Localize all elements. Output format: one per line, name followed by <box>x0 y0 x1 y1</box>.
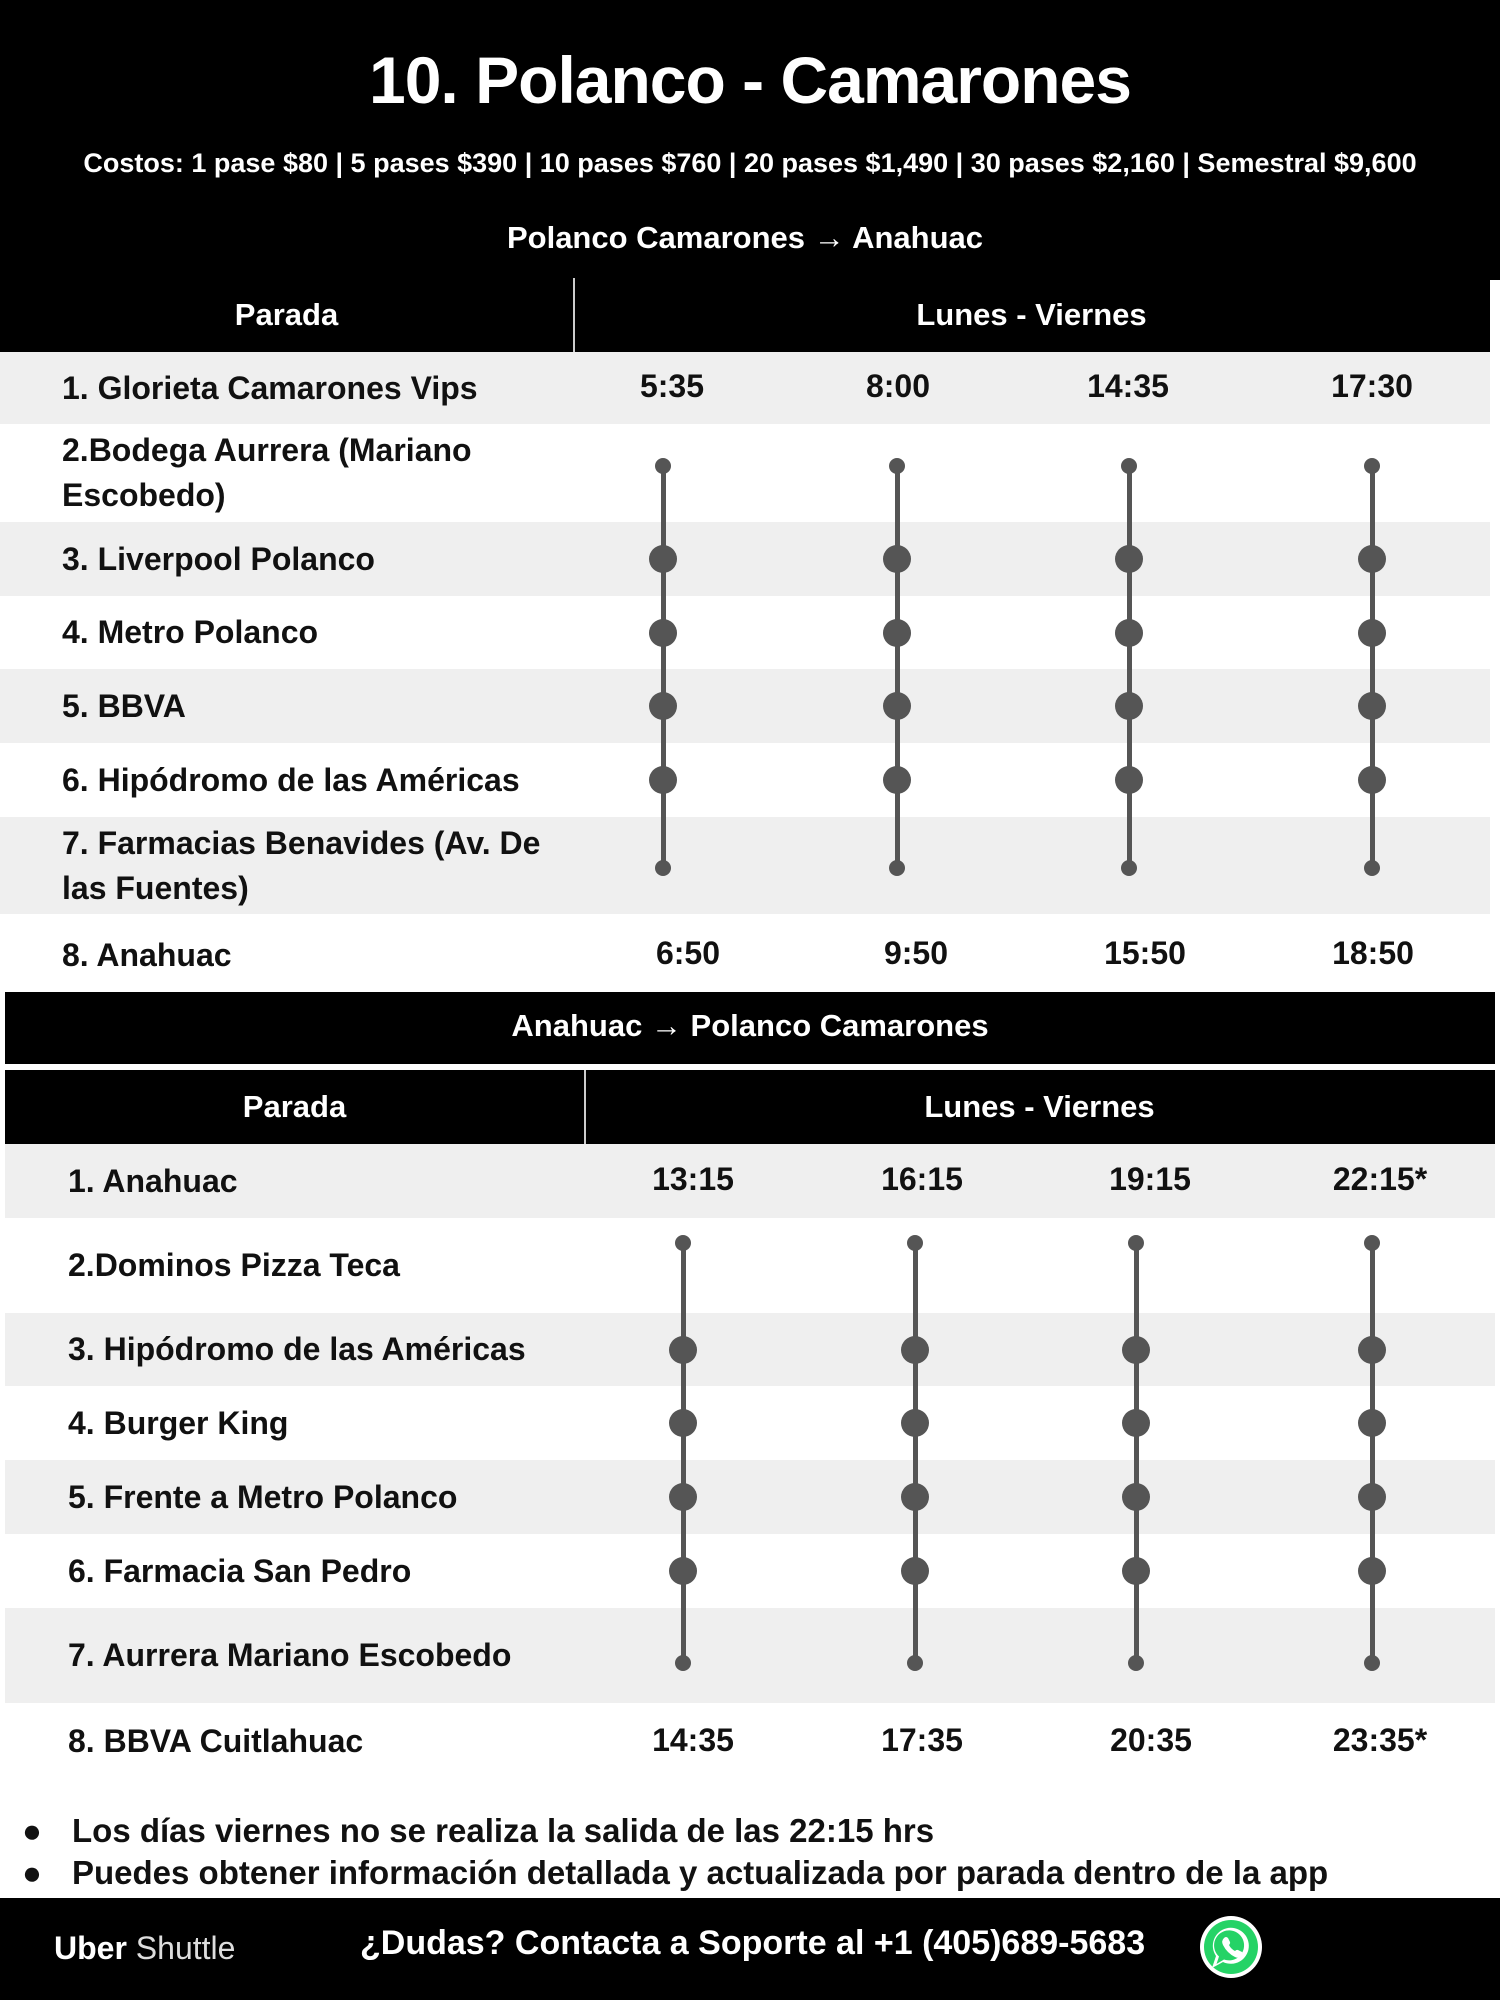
stop-name: 3. Liverpool Polanco <box>62 540 375 577</box>
arrival-time: 15:50 <box>1104 935 1186 971</box>
footer <box>0 1898 1500 2000</box>
timeline-dot <box>1115 692 1143 720</box>
timeline-dot <box>649 692 677 720</box>
timeline-dot <box>883 766 911 794</box>
stop-name: 4. Burger King <box>68 1404 289 1441</box>
column-header-days: Lunes - Viernes <box>924 1089 1155 1124</box>
arrival-time: 9:50 <box>883 935 949 971</box>
timeline-dot-small <box>1128 1655 1144 1671</box>
timeline-dot <box>1358 619 1386 647</box>
timeline-dot-small <box>675 1655 691 1671</box>
column-header-stop: Parada <box>242 1089 347 1124</box>
notes-list <box>22 1810 1328 1894</box>
timeline-dot <box>1358 1409 1386 1437</box>
note-item: ● Los días viernes no se realiza la salida de las 22:15 hrs <box>22 1812 935 1849</box>
timeline-dot <box>649 619 677 647</box>
departure-time: 14:35 <box>1087 368 1169 404</box>
column-header-days: Lunes - Viernes <box>916 297 1147 332</box>
timeline-dot-small <box>1121 458 1137 474</box>
route-title: Anahuac → Polanco Camarones <box>511 1008 989 1043</box>
timeline-dot <box>883 692 911 720</box>
stop-name: 7. Farmacias Benavides (Av. De las Fuentes) <box>62 824 541 906</box>
timeline-line <box>1134 1243 1139 1663</box>
timeline-dot-small <box>1364 860 1380 876</box>
stop-name: 8. Anahuac <box>62 936 232 973</box>
support-contact: ¿Dudas? Contacta a Soporte al +1 (405)689-5683 <box>360 1924 1146 1962</box>
timeline-line <box>1370 1243 1375 1663</box>
timeline-dot <box>669 1409 697 1437</box>
whatsapp-icon[interactable] <box>1198 1914 1264 1980</box>
timeline-line <box>1370 466 1375 868</box>
timeline-line <box>681 1243 686 1663</box>
arrival-time: 17:35 <box>881 1721 963 1758</box>
timeline-dot <box>1358 545 1386 573</box>
timeline-dot <box>1115 619 1143 647</box>
page-title: 10. Polanco - Camarones <box>369 43 1131 117</box>
timeline-dot <box>901 1336 929 1364</box>
timeline-line <box>913 1243 918 1663</box>
timeline-dot <box>1358 766 1386 794</box>
timeline-dot <box>1122 1557 1150 1585</box>
departure-time: 19:15 <box>1109 1161 1191 1197</box>
departure-time: 8:00 <box>865 368 931 404</box>
timeline-dot-small <box>889 458 905 474</box>
timeline-line <box>1127 466 1132 868</box>
timeline-dot <box>649 545 677 573</box>
arrival-time: 18:50 <box>1332 935 1414 971</box>
timeline-dot <box>649 766 677 794</box>
timeline-dot <box>883 545 911 573</box>
stop-name: 5. BBVA <box>62 687 186 724</box>
timeline-dot <box>669 1336 697 1364</box>
timeline-dot-small <box>1364 458 1380 474</box>
uber-shuttle-logo: Uber Shuttle <box>54 1930 236 1966</box>
timeline-dot-small <box>1364 1655 1380 1671</box>
timeline-dot <box>1358 1557 1386 1585</box>
timeline-dot <box>1115 766 1143 794</box>
note-item: ● Puedes obtener información detallada y actualizada por parada dentro de la app <box>22 1854 1329 1891</box>
timeline-dot-small <box>1364 1235 1380 1251</box>
stop-name: 7. Aurrera Mariano Escobedo <box>68 1637 512 1673</box>
timeline-dot <box>1122 1336 1150 1364</box>
stop-name: 8. BBVA Cuitlahuac <box>68 1723 364 1759</box>
stop-name: 1. Glorieta Camarones Vips <box>62 369 478 406</box>
timeline-dot-small <box>675 1235 691 1251</box>
timeline-dot <box>669 1557 697 1585</box>
timeline-dot-small <box>655 860 671 876</box>
stop-name: 2.Dominos Pizza Teca <box>68 1247 400 1283</box>
timeline-dot <box>1115 545 1143 573</box>
timeline-dot <box>1122 1483 1150 1511</box>
stop-name: 2.Bodega Aurrera (Mariano Escobedo) <box>62 432 472 513</box>
timeline-line <box>895 466 900 868</box>
route-title: Polanco Camarones → Anahuac <box>506 220 984 255</box>
timeline-dot <box>901 1557 929 1585</box>
timeline-dot <box>1358 692 1386 720</box>
departure-time: 17:30 <box>1331 368 1413 404</box>
timeline-dot <box>1358 1336 1386 1364</box>
costs-line: Costos: 1 pase $80 | 5 pases $390 | 10 pases $760 | 20 pases $1,490 | 30 pases $2,160 | Semestral $9,600 <box>83 148 1417 178</box>
arrival-time: 6:50 <box>655 935 721 971</box>
timeline-dot <box>883 619 911 647</box>
stop-name: 4. Metro Polanco <box>62 614 319 650</box>
stop-name: 1. Anahuac <box>68 1162 238 1199</box>
arrival-time: 14:35 <box>652 1721 734 1758</box>
departure-time: 5:35 <box>639 368 705 404</box>
timeline-dot-small <box>907 1655 923 1671</box>
timeline-dot-small <box>889 860 905 876</box>
departure-time: 16:15 <box>881 1161 963 1197</box>
arrival-time: 20:35 <box>1110 1721 1192 1758</box>
stop-name: 6. Hipódromo de las Américas <box>62 761 520 798</box>
timeline-dot-small <box>1128 1235 1144 1251</box>
arrival-time: 23:35* <box>1332 1721 1428 1758</box>
stop-name: 5. Frente a Metro Polanco <box>68 1478 458 1515</box>
column-header-stop: Parada <box>234 297 339 332</box>
departure-time: 13:15 <box>652 1161 734 1197</box>
timeline-dot-small <box>1121 860 1137 876</box>
timeline-dot <box>669 1483 697 1511</box>
table-header <box>5 1070 1495 1144</box>
stop-name: 3. Hipódromo de las Américas <box>68 1331 526 1367</box>
timeline-dot <box>1122 1409 1150 1437</box>
timeline-dot-small <box>907 1235 923 1251</box>
timeline-dot <box>901 1483 929 1511</box>
timeline-dot <box>901 1409 929 1437</box>
stop-name: 6. Farmacia San Pedro <box>68 1552 412 1589</box>
table-header <box>0 278 1490 352</box>
departure-time: 22:15* <box>1332 1161 1428 1197</box>
timeline-dot <box>1358 1483 1386 1511</box>
timeline-line <box>661 466 666 868</box>
timeline-dot-small <box>655 458 671 474</box>
